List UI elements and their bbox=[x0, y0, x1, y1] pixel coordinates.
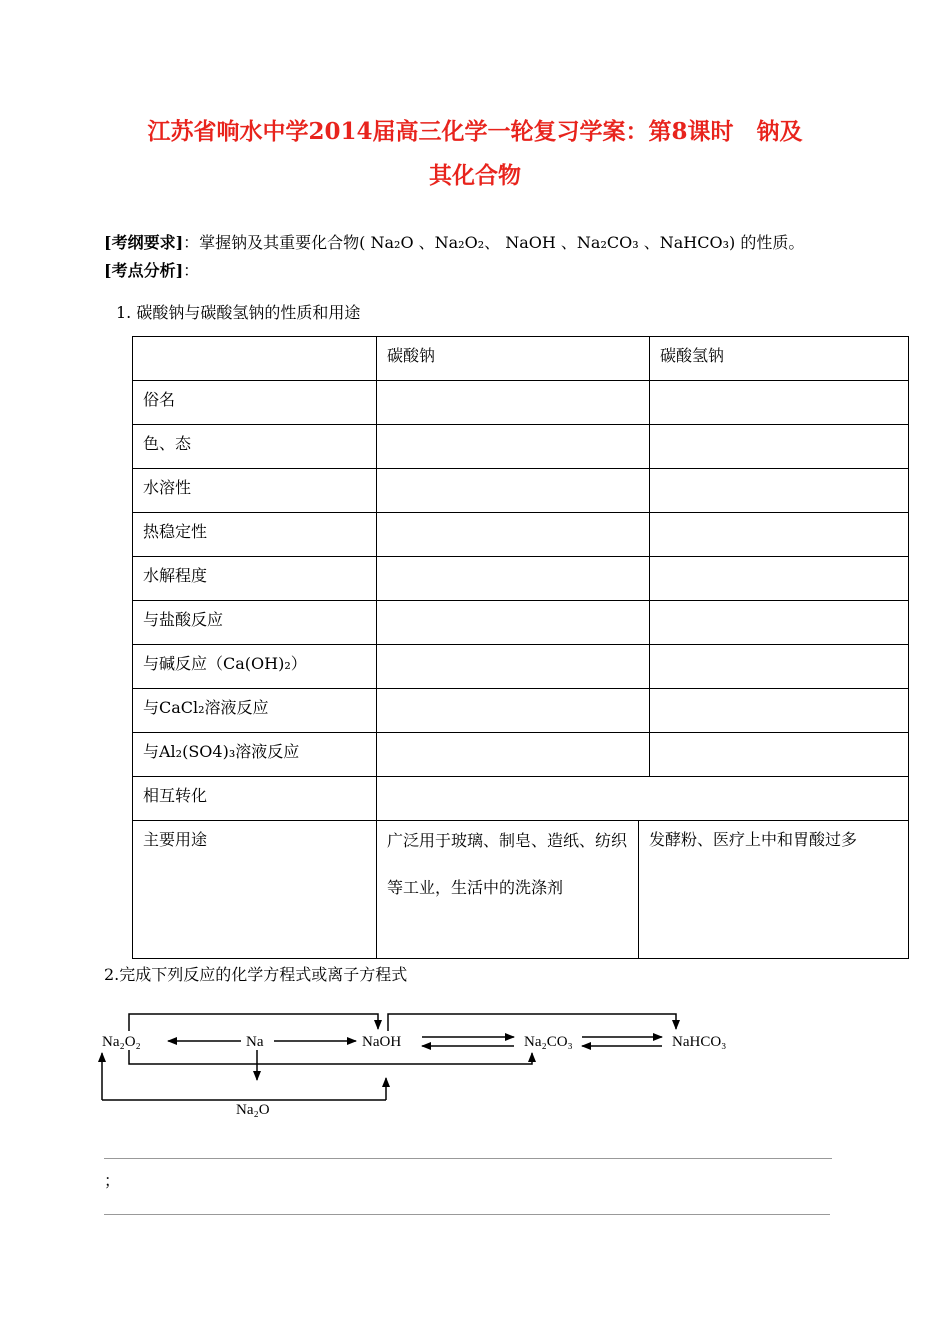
analysis-label: [考点分析] bbox=[104, 261, 184, 280]
row-label-cell bbox=[133, 821, 377, 959]
empty-cell[interactable] bbox=[377, 425, 650, 469]
row-label: 与Al₂(SO4)₃溶液反应 bbox=[143, 742, 300, 761]
table-row bbox=[133, 777, 909, 821]
table-header-cell bbox=[377, 337, 650, 381]
row-label-cell bbox=[133, 557, 377, 601]
row-label-cell bbox=[133, 645, 377, 689]
empty-cell[interactable] bbox=[377, 557, 650, 601]
table-row bbox=[133, 469, 909, 513]
reaction-diagram bbox=[96, 1010, 796, 1124]
answer-line-2 bbox=[104, 1214, 830, 1215]
empty-cell[interactable] bbox=[377, 601, 650, 645]
empty-cell[interactable] bbox=[650, 381, 909, 425]
table-row bbox=[133, 557, 909, 601]
empty-cell[interactable] bbox=[377, 689, 650, 733]
analysis-paragraph bbox=[104, 258, 199, 281]
row-label: 水解程度 bbox=[143, 566, 208, 585]
table-row bbox=[133, 601, 909, 645]
usage-na2co3: 广泛用于玻璃、制皂、造纸、纺织等工业，生活中的洗涤剂 bbox=[387, 831, 628, 897]
row-label: 与碱反应（Ca(OH)₂） bbox=[143, 654, 307, 673]
document-title bbox=[100, 110, 850, 198]
empty-cell[interactable] bbox=[377, 381, 650, 425]
properties-table bbox=[132, 336, 909, 959]
naoh-label: NaOH bbox=[362, 1034, 402, 1050]
requirements-paragraph bbox=[104, 230, 804, 253]
analysis-text: ： bbox=[183, 261, 200, 280]
row-label-cell bbox=[133, 469, 377, 513]
empty-cell[interactable] bbox=[377, 777, 909, 821]
empty-cell[interactable] bbox=[650, 513, 909, 557]
empty-cell[interactable] bbox=[377, 469, 650, 513]
row-label: 主要用途 bbox=[143, 830, 208, 849]
row-label: 相互转化 bbox=[143, 786, 208, 805]
table-row bbox=[133, 381, 909, 425]
table-row bbox=[133, 645, 909, 689]
section2-heading: 2.完成下列反应的化学方程式或离子方程式 bbox=[104, 965, 408, 984]
row-label-cell bbox=[133, 777, 377, 821]
header-nahco3: 碳酸氢钠 bbox=[660, 346, 725, 365]
row-label-cell bbox=[133, 425, 377, 469]
table-row bbox=[133, 425, 909, 469]
table-header-cell bbox=[650, 337, 909, 381]
section1-heading: 1. 碳酸钠与碳酸氢钠的性质和用途 bbox=[116, 303, 361, 322]
empty-cell[interactable] bbox=[650, 425, 909, 469]
row-label: 俗名 bbox=[143, 390, 176, 409]
row-label: 与CaCl₂溶液反应 bbox=[143, 698, 269, 717]
table-header-row bbox=[133, 337, 909, 381]
row-label: 水溶性 bbox=[143, 478, 192, 497]
row-label: 色、态 bbox=[143, 434, 192, 453]
requirements-label: [考纲要求] bbox=[104, 233, 184, 252]
table-row bbox=[133, 513, 909, 557]
answer-separator: ； bbox=[104, 1171, 121, 1190]
empty-cell[interactable] bbox=[377, 513, 650, 557]
row-label-cell bbox=[133, 513, 377, 557]
nahco3-label: NaHCO₃ bbox=[672, 1034, 727, 1050]
answer-line-1 bbox=[104, 1158, 832, 1159]
empty-cell[interactable] bbox=[650, 689, 909, 733]
row-label: 与盐酸反应 bbox=[143, 610, 224, 629]
row-label-cell bbox=[133, 601, 377, 645]
arrow-naoh-to-nahco3 bbox=[388, 1014, 676, 1031]
title-line-2: 其化合物 bbox=[429, 162, 521, 189]
row-label: 热稳定性 bbox=[143, 522, 208, 541]
usage-nahco3: 发酵粉、医疗上中和胃酸过多 bbox=[649, 830, 858, 849]
empty-cell[interactable] bbox=[377, 645, 650, 689]
arrow-na2o2-to-na2co3 bbox=[129, 1050, 532, 1064]
table-header-cell bbox=[133, 337, 377, 381]
empty-cell[interactable] bbox=[650, 601, 909, 645]
empty-cell[interactable] bbox=[377, 733, 650, 777]
requirements-text: ：掌握钠及其重要化合物( Na₂O 、Na₂O₂、 NaOH 、Na₂CO₃ 、NaHCO₃) 的性质。 bbox=[183, 233, 805, 252]
table-row bbox=[133, 733, 909, 777]
row-label-cell bbox=[133, 381, 377, 425]
table-row bbox=[133, 689, 909, 733]
empty-cell[interactable] bbox=[650, 733, 909, 777]
empty-cell[interactable] bbox=[650, 645, 909, 689]
usage-nahco3-cell bbox=[639, 821, 909, 959]
header-na2co3: 碳酸钠 bbox=[387, 346, 436, 365]
table-row bbox=[133, 821, 909, 959]
na2o-label: Na₂O bbox=[236, 1102, 270, 1118]
na2o2-label: Na₂O₂ bbox=[102, 1034, 141, 1050]
na-label: Na bbox=[246, 1034, 264, 1050]
row-label-cell bbox=[133, 689, 377, 733]
title-line-1: 江苏省响水中学2014届高三化学一轮复习学案：第8课时 钠及 bbox=[147, 118, 803, 145]
row-label-cell bbox=[133, 733, 377, 777]
empty-cell[interactable] bbox=[650, 557, 909, 601]
usage-na2co3-cell bbox=[377, 821, 639, 959]
na2co3-label: Na₂CO₃ bbox=[524, 1034, 573, 1050]
empty-cell[interactable] bbox=[650, 469, 909, 513]
reaction-diagram-svg bbox=[96, 1010, 796, 1120]
arrow-na2o2-to-naoh bbox=[129, 1014, 378, 1031]
